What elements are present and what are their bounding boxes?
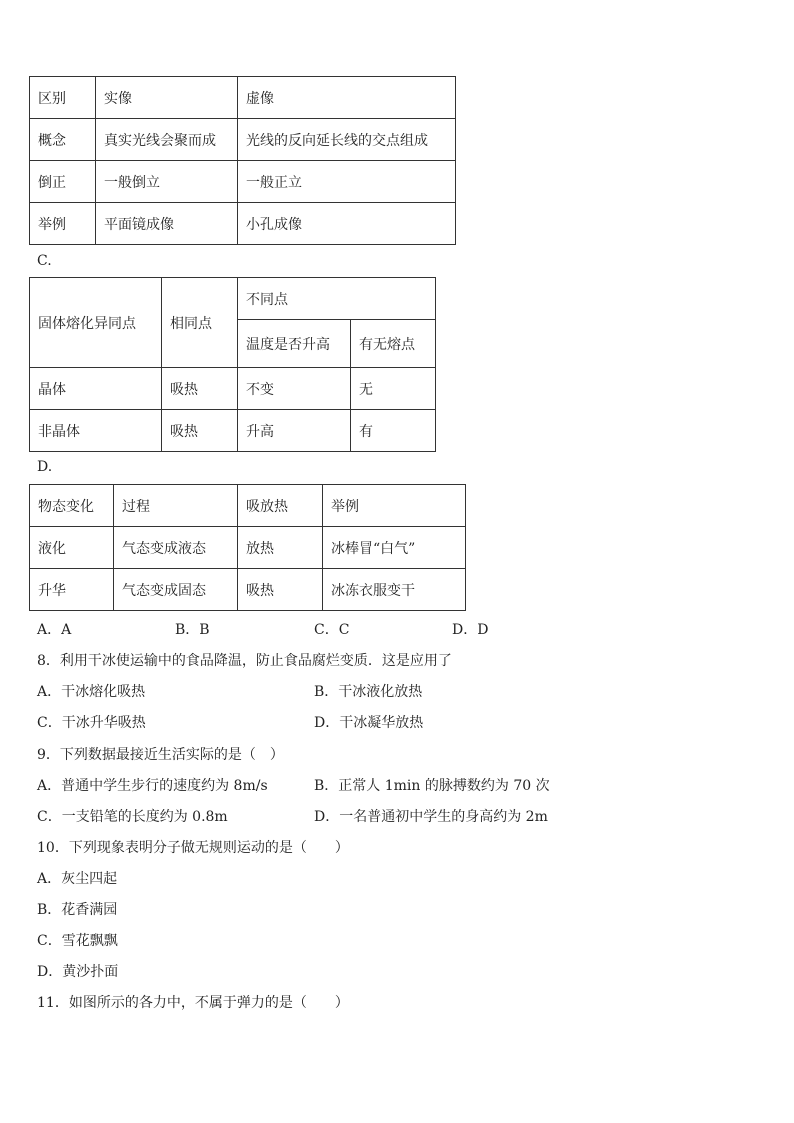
- table-row: [30, 161, 456, 203]
- q9-option-b: B．正常人 1min 的脉搏数约为 70 次: [314, 778, 550, 794]
- table-row: [30, 410, 436, 452]
- q9-option-d: D．一名普通初中学生的身高约为 2m: [314, 809, 548, 825]
- q11-stem: 11．如图所示的各力中，不属于弹力的是（ ）: [37, 995, 349, 1011]
- table-cell: 有: [351, 410, 436, 452]
- q8-option-a: A．干冰熔化吸热: [37, 684, 146, 700]
- table-cell: 固体熔化异同点: [30, 278, 162, 368]
- table-cell: 无: [351, 368, 436, 410]
- table-cell: 气态变成液态: [114, 527, 238, 569]
- table-row: [30, 368, 436, 410]
- q7-option-c: C．C: [314, 622, 350, 638]
- table-cell: 过程: [114, 485, 238, 527]
- table-cell: 平面镜成像: [96, 203, 238, 245]
- q9-stem: 9．下列数据最接近生活实际的是（ ）: [37, 747, 284, 763]
- q8-option-c: C．干冰升华吸热: [37, 715, 146, 731]
- q7-option-b: B．B: [175, 622, 210, 638]
- table-cell: 升高: [238, 410, 351, 452]
- table-row: [30, 527, 466, 569]
- table-option-d: [29, 484, 466, 611]
- q8-option-b: B．干冰液化放热: [314, 684, 423, 700]
- table-cell: 一般正立: [238, 161, 456, 203]
- table-cell: 非晶体: [30, 410, 162, 452]
- q10-option-d: D．黄沙扑面: [37, 964, 119, 980]
- q8-stem: 8．利用干冰使运输中的食品降温，防止食品腐烂变质．这是应用了: [37, 653, 452, 669]
- table-row: [30, 119, 456, 161]
- table-cell: 概念: [30, 119, 96, 161]
- table-cell: 温度是否升高: [238, 320, 351, 368]
- table-row: [30, 77, 456, 119]
- table-cell: 光线的反向延长线的交点组成: [238, 119, 456, 161]
- table-cell: 不同点: [238, 278, 436, 320]
- q10-option-a: A．灰尘四起: [37, 871, 118, 887]
- table-option-b: [29, 76, 456, 245]
- table-cell: 吸放热: [238, 485, 323, 527]
- q10-stem: 10．下列现象表明分子做无规则运动的是（ ）: [37, 840, 349, 856]
- table-cell: 小孔成像: [238, 203, 456, 245]
- table-cell: 真实光线会聚而成: [96, 119, 238, 161]
- table-cell: 实像: [96, 77, 238, 119]
- table-cell: 举例: [30, 203, 96, 245]
- table-cell: 晶体: [30, 368, 162, 410]
- table-cell: 气态变成固态: [114, 569, 238, 611]
- table-cell: 冰冻衣服变干: [323, 569, 466, 611]
- table-cell: 升华: [30, 569, 114, 611]
- q7-option-a: A．A: [37, 622, 72, 638]
- option-d-label: D.: [37, 459, 53, 475]
- table-row: [30, 569, 466, 611]
- table-cell: 液化: [30, 527, 114, 569]
- table-cell: 吸热: [162, 368, 238, 410]
- table-cell: 区别: [30, 77, 96, 119]
- q9-option-c: C．一支铅笔的长度约为 0.8m: [37, 809, 228, 825]
- table-cell: 物态变化: [30, 485, 114, 527]
- table-cell: 有无熔点: [351, 320, 436, 368]
- table-cell: 不变: [238, 368, 351, 410]
- table-row: [30, 278, 436, 320]
- table-row: [30, 203, 456, 245]
- table-cell: 倒正: [30, 161, 96, 203]
- table-cell: 放热: [238, 527, 323, 569]
- table-cell: 吸热: [238, 569, 323, 611]
- q8-option-d: D．干冰凝华放热: [314, 715, 424, 731]
- table-option-c: [29, 277, 436, 452]
- table-cell: 虚像: [238, 77, 456, 119]
- q7-option-d: D．D: [452, 622, 489, 638]
- table-cell: 冰棒冒“白气”: [323, 527, 466, 569]
- table-cell: 相同点: [162, 278, 238, 368]
- table-row: [30, 485, 466, 527]
- table-cell: 吸热: [162, 410, 238, 452]
- table-cell: 一般倒立: [96, 161, 238, 203]
- table-cell: 举例: [323, 485, 466, 527]
- option-c-label: C.: [37, 253, 52, 269]
- q9-option-a: A．普通中学生步行的速度约为 8m/s: [37, 778, 268, 794]
- q10-option-b: B．花香满园: [37, 902, 118, 918]
- q10-option-c: C．雪花飘飘: [37, 933, 118, 949]
